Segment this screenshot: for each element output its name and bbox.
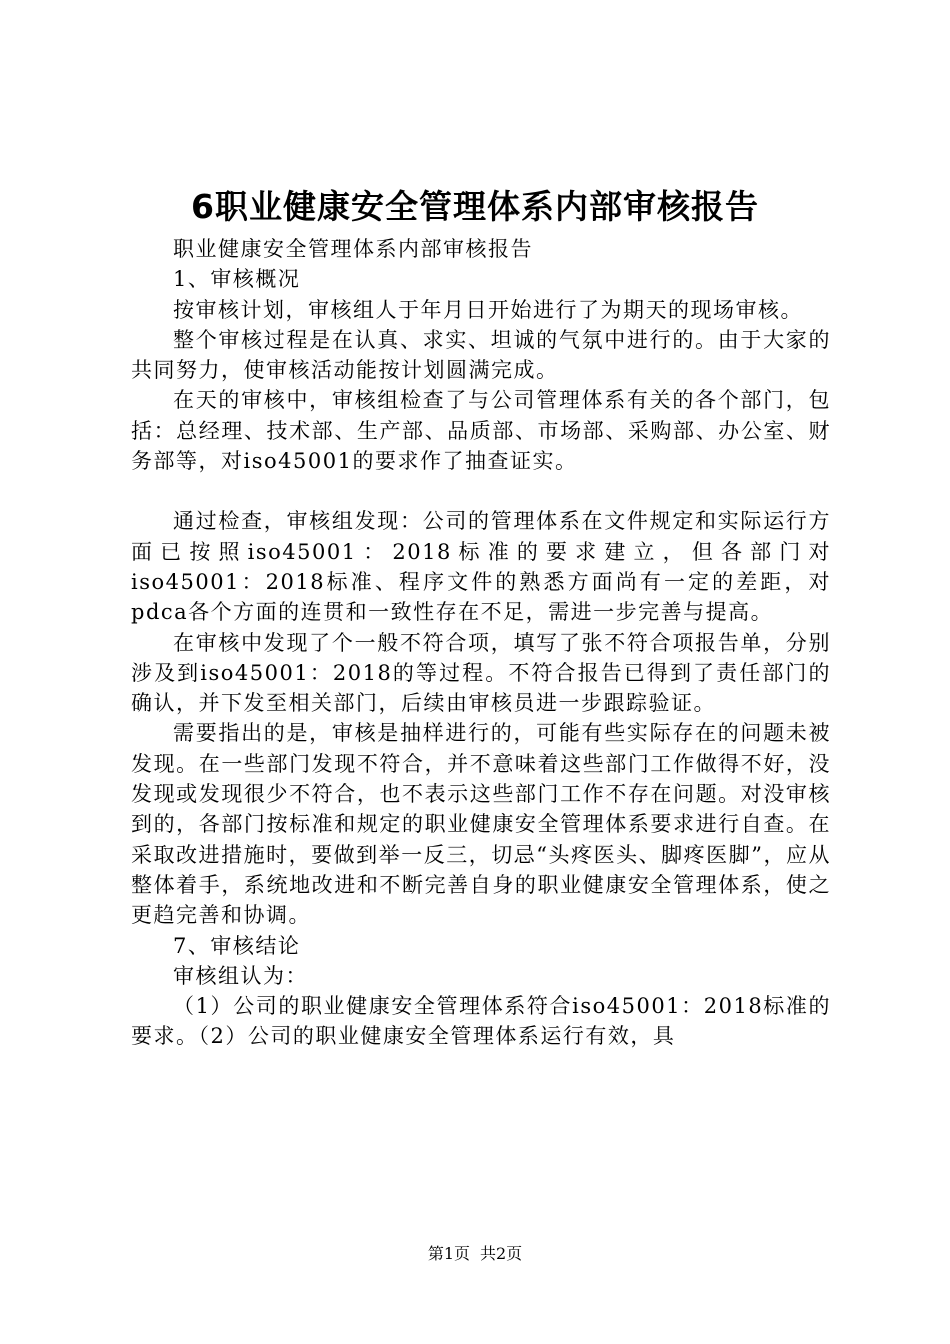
body-paragraph: 在审核中发现了个一般不符合项，填写了张不符合项报告单，分别涉及到iso45001：2018的等过程。不符合报告已得到了责任部门的确认，并下发至相关部门，后续由审核员进一步跟踪验证。 xyxy=(131,630,831,716)
section-heading-overview: 1、审核概况 xyxy=(173,267,301,292)
page-number: 第1页 xyxy=(427,1244,470,1263)
body-paragraph: 整个审核过程是在认真、求实、坦诚的气氛中进行的。由于大家的共同努力，使审核活动能按计划圆满完成。 xyxy=(131,327,831,383)
body-subtitle: 职业健康安全管理体系内部审核报告 xyxy=(173,237,533,261)
page-total: 共2页 xyxy=(480,1244,523,1263)
body-paragraph: 按审核计划，审核组人于年月日开始进行了为期天的现场审核。 xyxy=(173,297,803,322)
body-paragraph: 需要指出的是，审核是抽样进行的，可能有些实际存在的问题未被发现。在一些部门发现不符合，并不意味着这些部门工作做得不好，没发现或发现很少不符合，也不表示这些部门工作不存在问题。对没审核到的，各部门按标准和规定的职业健康安全管理体系要求进行自查。在采取改进措施时，要做到举一反三，切忌“头疼医头、脚疼医脚”，应从整体着手，系统地改进和不断完善自身的职业健康安全管理体系，使之更趋完善和协调。 xyxy=(131,721,831,928)
document-body xyxy=(131,234,831,1052)
body-paragraph: （1）公司的职业健康安全管理体系符合iso45001：2018标准的要求。（2）公司的职业健康安全管理体系运行有效，具 xyxy=(131,994,831,1049)
section-heading-conclusion: 7、审核结论 xyxy=(173,933,301,958)
body-paragraph: 审核组认为： xyxy=(173,963,308,988)
body-paragraph: 通过检查，审核组发现：公司的管理体系在文件规定和实际运行方面已按照iso45001：2018标准的要求建立，但各部门对iso45001：2018标准、程序文件的熟悉方面尚有一定的差距，对pdca各个方面的连贯和一致性存在不足，需进一步完善与提高。 xyxy=(131,509,831,625)
page-footer xyxy=(0,1243,950,1265)
body-paragraph: 在天的审核中，审核组检查了与公司管理体系有关的各个部门，包括：总经理、技术部、生产部、品质部、市场部、采购部、办公室、财务部等，对iso45001的要求作了抽查证实。 xyxy=(131,388,831,474)
document-title: 6职业健康安全管理体系内部审核报告 xyxy=(191,187,759,226)
